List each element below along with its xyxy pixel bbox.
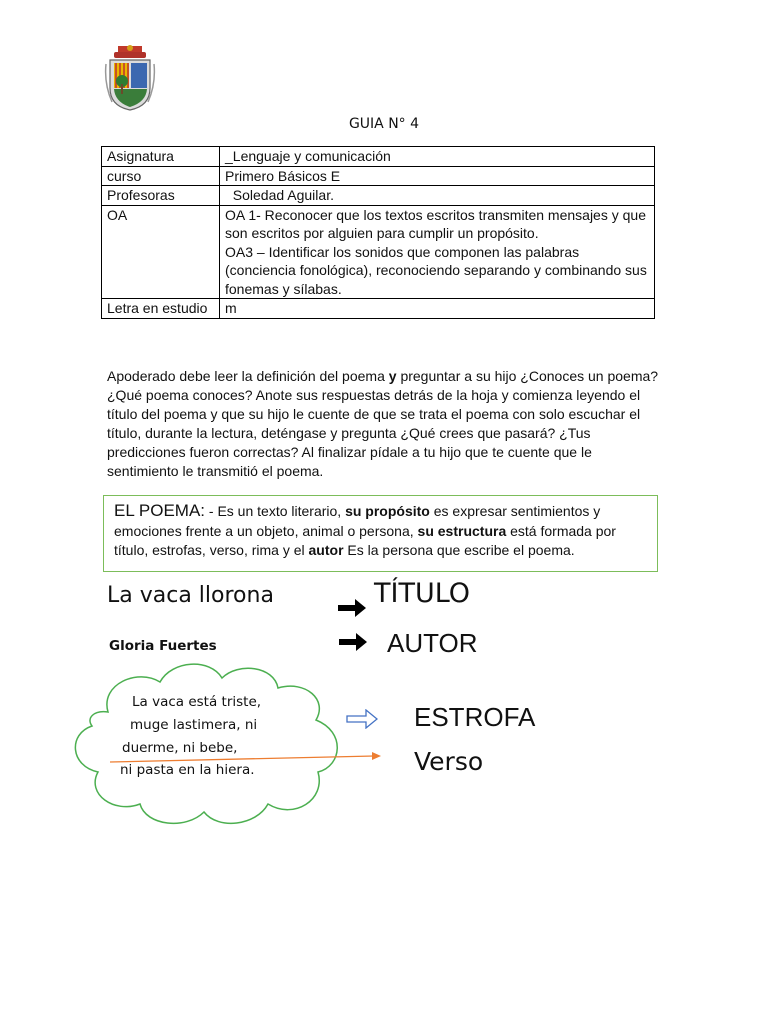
table-value: Primero Básicos E [220,166,655,186]
table-row [102,299,655,319]
table-value: m [220,299,655,319]
intro-bold: y [388,368,397,384]
municipal-crest-icon [104,44,156,114]
label-autor: AUTOR [387,628,478,658]
table-label: Asignatura [102,147,220,167]
info-table [101,146,655,319]
label-verso: Verso [414,747,484,776]
definition-bold: su estructura [417,522,507,539]
label-estrofa: ESTROFA [414,702,536,732]
intro-text: Apoderado debe leer la definición del poema [107,368,389,384]
table-label: OA [102,205,220,299]
table-row [102,147,655,167]
definition-heading: EL POEMA: [114,501,206,520]
table-row [102,186,655,206]
definition-bold: su propósito [345,503,430,519]
poem-line: muge lastimera, ni [130,717,258,733]
label-titulo: TÍTULO [374,578,471,609]
definition-text: - Es un texto literario, [205,503,346,519]
poem-line: ni pasta en la hiera. [120,762,255,778]
poem-line: duerme, ni bebe, [122,740,238,756]
poem-line: La vaca está triste, [132,694,262,710]
poem-author: Gloria Fuertes [109,638,217,654]
definition-bold: autor [308,542,344,558]
table-label: Letra en estudio [102,299,220,319]
poem-definition-box [103,495,658,572]
table-value: Soledad Aguilar. [220,186,655,206]
definition-text: es expresar sentimientos y emociones frente a un objeto, animal o persona, [114,503,601,539]
table-row [102,205,655,299]
poem-title: La vaca llorona [107,583,274,608]
intro-text: preguntar a su hijo ¿Conoces un poema? ¿Qué poema conoces? Anote sus respuestas detrás de la hoja y comienza leyendo el título del poema y que su hijo le cuente de que se trata el poema con solo escuchar el título, durante la lectura, deténgase y pregunta ¿Qué crees que pasará? ¿Tus predicciones fueron correctas? Al finalizar pídale a tu hijo que te cuente que le sentimiento le transmitió el poema. [107,368,659,479]
table-value: _Lenguaje y comunicación [220,147,655,167]
definition-text: Es la persona que escribe el poema. [343,542,575,558]
table-label: curso [102,166,220,186]
intro-paragraph [107,367,662,481]
table-row [102,166,655,186]
arrow-right-icon [337,599,367,617]
arrow-right-icon [338,633,368,651]
guide-title: GUIA N° 4 [348,116,420,132]
table-value: OA 1- Reconocer que los textos escritos transmiten mensajes y que son escritos por alguien para cumplir un propósito. OA3 – Identificar los sonidos que componen las palabras (conciencia fonológica), reconociendo separando y combinando sus fonemas y sílabas. [220,205,655,299]
table-label: Profesoras [102,186,220,206]
definition-text: está formada por título, estrofas, verso, rima y el [114,522,616,558]
